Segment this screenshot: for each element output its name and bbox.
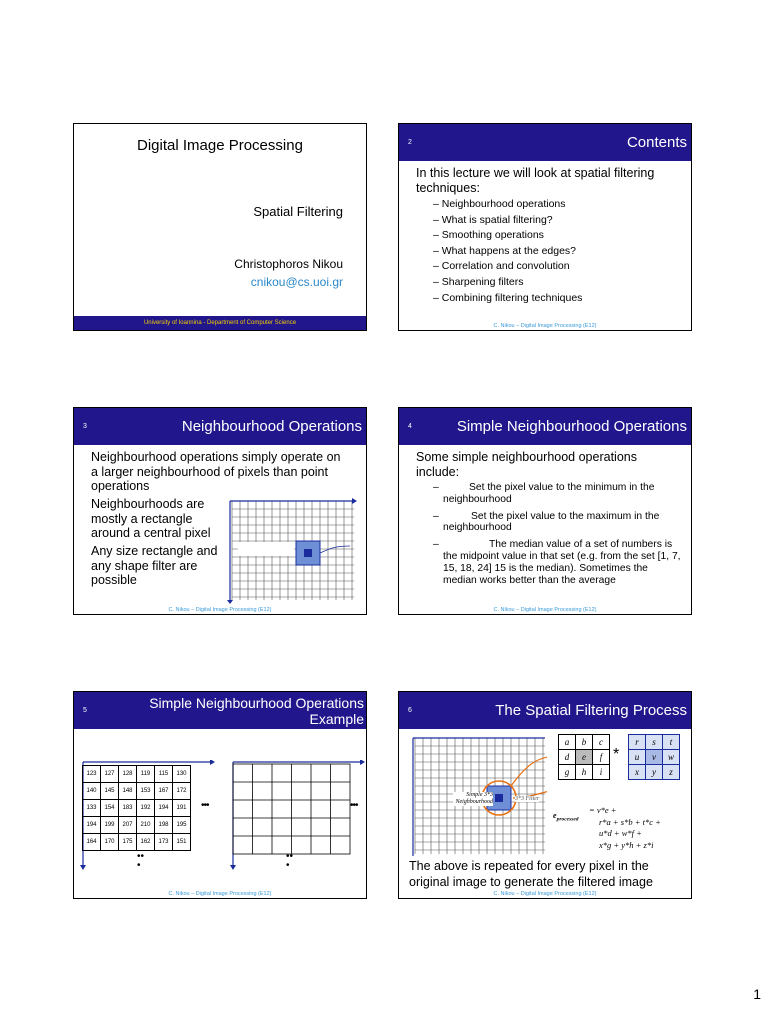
equation-subscript: processed bbox=[556, 816, 579, 823]
slide-number: 4 bbox=[408, 423, 412, 430]
slide-footer: C. Nikou – Digital Image Processing (E12) bbox=[168, 891, 272, 897]
pixel-value-grid bbox=[82, 765, 191, 851]
pixel-cell: 153 bbox=[137, 783, 155, 800]
matrix-row bbox=[559, 750, 610, 765]
matrix-cell: s bbox=[646, 735, 663, 750]
list-item bbox=[433, 539, 683, 586]
pixel-cell: 170 bbox=[101, 834, 119, 851]
pixel-cell: 194 bbox=[155, 800, 173, 817]
slide-number: 5 bbox=[83, 707, 87, 714]
matrix-row bbox=[629, 765, 680, 780]
table-row bbox=[83, 834, 191, 851]
pixel-cell: 194 bbox=[83, 817, 101, 834]
equation-lhs bbox=[553, 811, 579, 823]
slide-title: Contents bbox=[626, 134, 687, 151]
ellipsis-dots-right: ••• bbox=[350, 800, 358, 811]
pixel-cell: 151 bbox=[173, 834, 191, 851]
slide-6 bbox=[398, 691, 692, 899]
image-neighbourhood-matrix bbox=[558, 734, 610, 780]
pixel-cell: 195 bbox=[173, 817, 191, 834]
matrix-row bbox=[559, 735, 610, 750]
slide-title: Neighbourhood Operations bbox=[181, 418, 362, 435]
list-item: – Sharpening filters bbox=[433, 275, 524, 288]
operations-list bbox=[433, 482, 683, 586]
list-item: – Correlation and convolution bbox=[433, 260, 570, 273]
university-footer: University of Ioannina - Department of Computer Science bbox=[74, 316, 366, 330]
pixel-cell: 127 bbox=[101, 766, 119, 783]
list-dash: – bbox=[433, 510, 439, 522]
slide-number: 3 bbox=[83, 423, 87, 430]
pixel-cell: 172 bbox=[173, 783, 191, 800]
pixel-cell: 133 bbox=[83, 800, 101, 817]
matrix-cell: u bbox=[629, 750, 646, 765]
slide-header bbox=[399, 692, 691, 729]
matrix-cell: a bbox=[559, 735, 576, 750]
list-item-text: Set the pixel value to the maximum in the neighbourhood bbox=[443, 510, 660, 534]
caption-text: The above is repeated for every pixel in the original image to generate the filtered image bbox=[409, 859, 653, 889]
contents-list bbox=[433, 197, 678, 306]
pixel-cell: 191 bbox=[173, 800, 191, 817]
slide-3 bbox=[73, 407, 367, 615]
pixel-cell: 123 bbox=[83, 766, 101, 783]
list-dash: – bbox=[433, 482, 439, 493]
paragraph-3: Any size rectangle and any shape filter are possible bbox=[91, 544, 218, 587]
title-line-1: Simple Neighbourhood Operations bbox=[149, 695, 364, 711]
equation-line: = v*e + bbox=[589, 805, 617, 815]
author-email[interactable]: cnikou@cs.uoi.gr bbox=[250, 275, 343, 289]
list-item bbox=[433, 482, 683, 506]
pixel-cell: 148 bbox=[119, 783, 137, 800]
filter-matrix bbox=[628, 734, 680, 780]
matrix-cell: t bbox=[663, 735, 680, 750]
pixel-cell: 140 bbox=[83, 783, 101, 800]
pixel-cell: 128 bbox=[119, 766, 137, 783]
slide-number: 2 bbox=[408, 139, 412, 146]
slide-1 bbox=[73, 123, 367, 331]
table-row bbox=[83, 783, 191, 800]
ellipsis-dots-down: ••• bbox=[286, 851, 294, 871]
matrix-cell: y bbox=[646, 765, 663, 780]
pixel-cell: 145 bbox=[101, 783, 119, 800]
pixel-cell: 210 bbox=[137, 817, 155, 834]
pixel-cell: 115 bbox=[155, 766, 173, 783]
slide-header bbox=[74, 408, 366, 445]
list-dash: – bbox=[433, 539, 439, 551]
slide-subtitle: Spatial Filtering bbox=[253, 204, 343, 219]
equation-rhs bbox=[589, 805, 661, 851]
matrix-cell: b bbox=[576, 735, 593, 750]
page-number: 1 bbox=[753, 986, 761, 1002]
matrix-cell: h bbox=[576, 765, 593, 780]
table-row bbox=[83, 817, 191, 834]
pixel-cell: 154 bbox=[101, 800, 119, 817]
list-item-text: Set the pixel value to the minimum in the neighbourhood bbox=[443, 482, 655, 505]
pixel-cell: 198 bbox=[155, 817, 173, 834]
intro-text: Some simple neighbourhood operations include: bbox=[416, 450, 637, 479]
matrix-cell: g bbox=[559, 765, 576, 780]
list-item-text: The median value of a set of numbers is the midpoint value in that set (e.g. from the set [1, 7, 15, 18, 24] 15 is the median). Sometimes the median works better than the average bbox=[443, 539, 681, 586]
pixel-cell: 130 bbox=[173, 766, 191, 783]
equation-line: x*g + y*h + z*i bbox=[599, 839, 654, 850]
matrix-row bbox=[629, 735, 680, 750]
slide-2 bbox=[398, 123, 692, 331]
list-item: – Neighbourhood operations bbox=[433, 198, 566, 210]
matrix-row bbox=[629, 750, 680, 765]
neighbourhood-label-line-2: Neighbourhood bbox=[455, 799, 493, 805]
pixel-cell: 167 bbox=[155, 783, 173, 800]
slide-title: Simple Neighbourhood Operations bbox=[456, 418, 687, 435]
title-line-2: Example bbox=[309, 711, 364, 727]
slide-header bbox=[74, 692, 366, 729]
list-item: – What is spatial filtering? bbox=[433, 213, 553, 226]
matrix-cell: f bbox=[593, 750, 610, 765]
paragraph-1: Neighbourhood operations simply operate on a larger neighbourhood of pixels than point operations bbox=[91, 450, 341, 493]
neighbourhood-label-line-1: Simple 3*3 bbox=[466, 792, 493, 798]
matrix-cell: c bbox=[593, 735, 610, 750]
pixel-cell: 192 bbox=[137, 800, 155, 817]
slide-body bbox=[416, 166, 678, 306]
matrix-cell-center: v bbox=[646, 750, 663, 765]
pixel-cell: 183 bbox=[119, 800, 137, 817]
matrix-cell: x bbox=[629, 765, 646, 780]
matrix-cell: d bbox=[559, 750, 576, 765]
slide-title bbox=[149, 695, 364, 727]
matrix-row bbox=[559, 765, 610, 780]
slide-footer: C. Nikou – Digital Image Processing (E12) bbox=[168, 607, 272, 613]
pixel-cell: 162 bbox=[137, 834, 155, 851]
pixel-cell: 207 bbox=[119, 817, 137, 834]
pixel-cell: 199 bbox=[101, 817, 119, 834]
slide-4 bbox=[398, 407, 692, 615]
matrix-cell: z bbox=[663, 765, 680, 780]
slide-footer: C. Nikou – Digital Image Processing (E12) bbox=[493, 323, 597, 329]
list-item bbox=[433, 511, 683, 535]
equation-variable: e bbox=[553, 811, 557, 820]
slide-header bbox=[399, 408, 691, 445]
paragraph-2: Neighbourhoods are mostly a rectangle around a central pixel bbox=[91, 497, 211, 540]
table-row bbox=[83, 800, 191, 817]
equation-line: u*d + w*f + bbox=[599, 828, 642, 838]
slide-title: The Spatial Filtering Process bbox=[495, 702, 687, 719]
matrix-cell: w bbox=[663, 750, 680, 765]
list-item: – Combining filtering techniques bbox=[433, 291, 583, 304]
slide-footer: C. Nikou – Digital Image Processing (E12) bbox=[493, 891, 597, 897]
slide-header bbox=[399, 124, 691, 161]
slide-number: 6 bbox=[408, 707, 412, 714]
neighbourhood-label bbox=[453, 792, 493, 806]
pixel-cell: 173 bbox=[155, 834, 173, 851]
slide-5 bbox=[73, 691, 367, 899]
matrix-cell: r bbox=[629, 735, 646, 750]
pixel-cell: 164 bbox=[83, 834, 101, 851]
slide-footer: C. Nikou – Digital Image Processing (E12) bbox=[493, 607, 597, 613]
author-name: Christophoros Nikou bbox=[234, 257, 343, 271]
pixel-cell: 119 bbox=[137, 766, 155, 783]
matrix-cell-center: e bbox=[576, 750, 593, 765]
ellipsis-dots-right: ••• bbox=[201, 800, 209, 811]
intro-text: In this lecture we will look at spatial filtering techniques: bbox=[416, 166, 655, 195]
table-row bbox=[83, 766, 191, 783]
slide-title: Digital Image Processing bbox=[137, 137, 303, 154]
ellipsis-dots-down: ••• bbox=[137, 851, 145, 871]
operator-symbol: * bbox=[613, 746, 620, 763]
matrix-cell: i bbox=[593, 765, 610, 780]
list-item: – What happens at the edges? bbox=[433, 244, 577, 257]
neighbourhood-grid-illustration bbox=[226, 492, 364, 604]
equation-line: r*a + s*b + t*c + bbox=[599, 816, 661, 827]
filter-label: 3*3 Filter bbox=[515, 796, 540, 802]
list-item: – Smoothing operations bbox=[433, 229, 544, 242]
pixel-cell: 175 bbox=[119, 834, 137, 851]
